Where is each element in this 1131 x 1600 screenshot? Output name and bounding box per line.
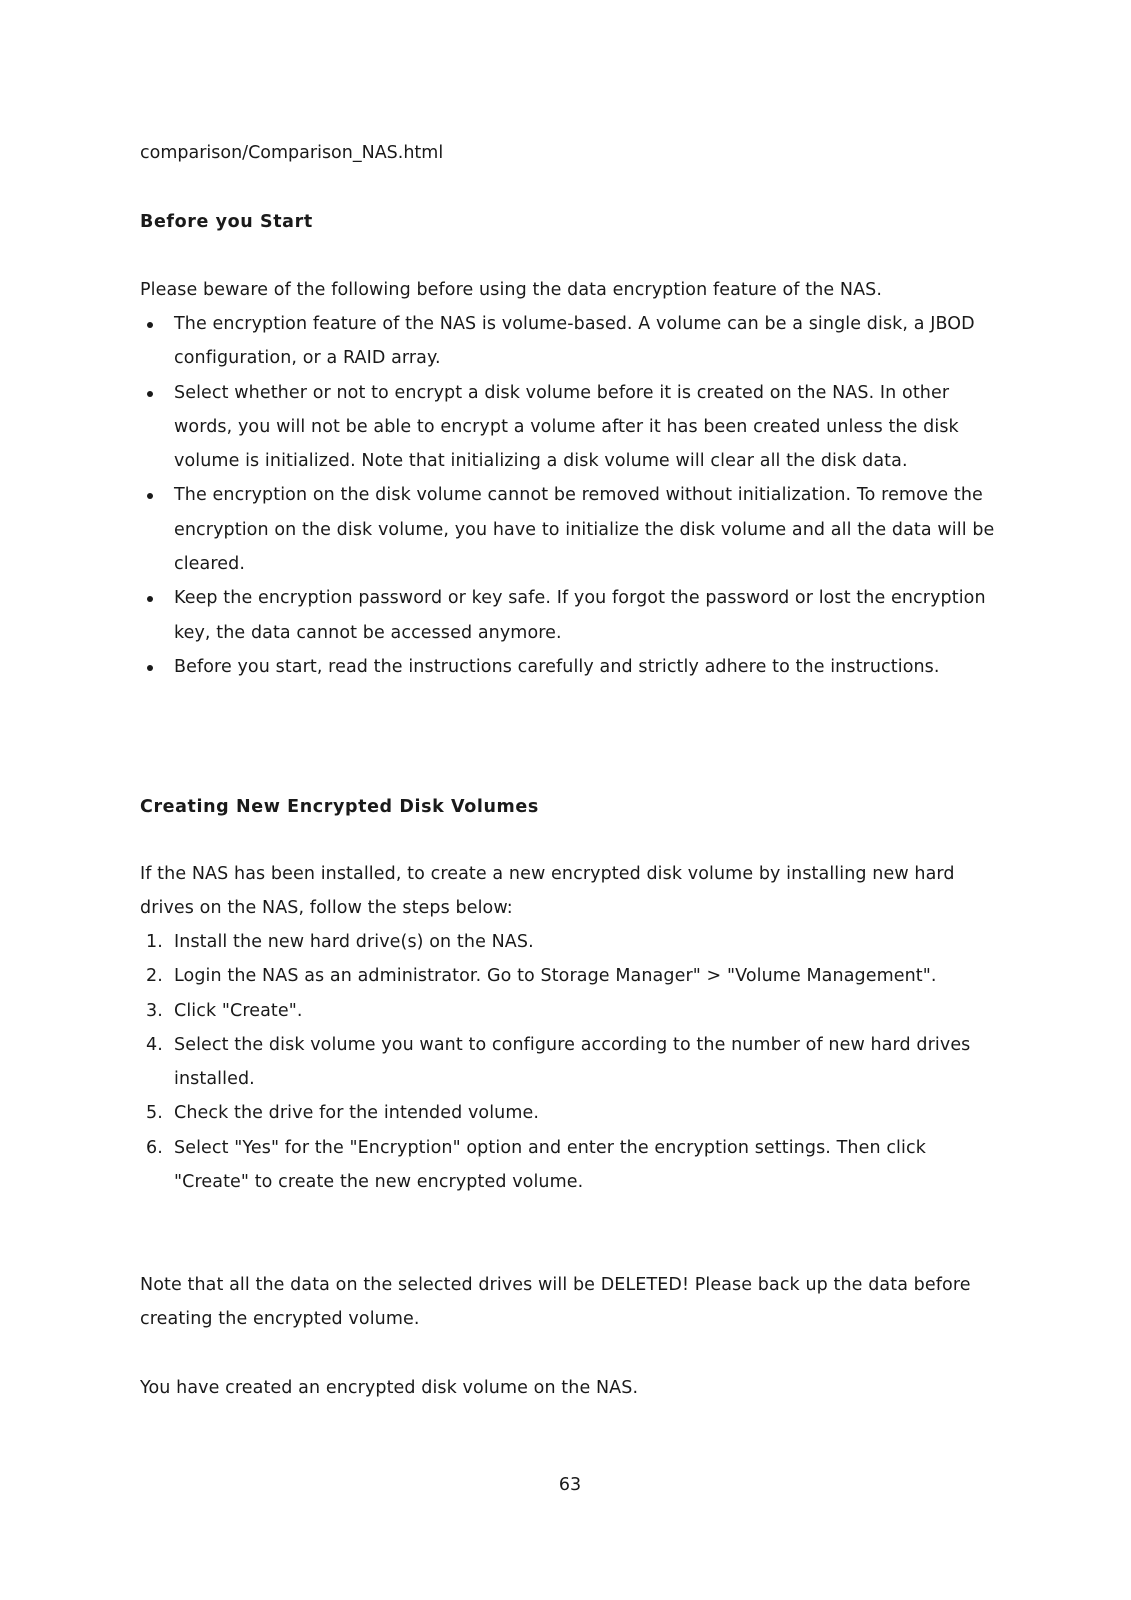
- completion-text: You have created an encrypted disk volume on the NAS.: [140, 1378, 639, 1398]
- page-number: 63: [558, 1475, 582, 1495]
- intro-text: Please beware of the following before using the data encryption feature of the NAS.: [140, 280, 883, 300]
- list-item: [140, 581, 1000, 650]
- heading-creating-encrypted-volumes: Creating New Encrypted Disk Volumes: [140, 797, 539, 817]
- bullet-icon: [147, 493, 153, 499]
- url-line: comparison/Comparison_NAS.html: [140, 143, 444, 163]
- list-item-text: Before you start, read the instructions carefully and strictly adhere to the instructions.: [174, 656, 940, 677]
- document-page: [140, 0, 1000, 1600]
- step-number: 2.: [146, 966, 163, 987]
- step-text: Select the disk volume you want to configure according to the number of new hard drives installed.: [174, 1034, 971, 1090]
- step-text: Install the new hard drive(s) on the NAS.: [174, 932, 534, 952]
- step-item: [140, 1131, 1000, 1200]
- creating-intro-paragraph: [140, 857, 1000, 926]
- step-number: 5.: [146, 1103, 163, 1124]
- step-item: [140, 1028, 1000, 1097]
- warning-note-text: Note that all the data on the selected drives will be DELETED! Please back up the data before creating the encrypted volume.: [140, 1275, 971, 1330]
- step-text: Check the drive for the intended volume.: [174, 1103, 540, 1124]
- list-item-text: Select whether or not to encrypt a disk volume before it is created on the NAS. In other words, you will not be able to encrypt a volume after it has been created unless the disk volume is initialized. Note that initializing a disk volume will clear all the disk data.: [174, 382, 959, 472]
- step-item: [140, 959, 1000, 993]
- list-item-text: The encryption feature of the NAS is volume-based. A volume can be a single disk, a JBOD configuration, or a RAID array.: [174, 314, 975, 369]
- precautions-list: [140, 307, 1000, 684]
- step-number: 4.: [146, 1034, 163, 1055]
- intro-paragraph: [140, 273, 1000, 307]
- bullet-icon: [147, 322, 153, 328]
- completion-paragraph: [140, 1371, 1000, 1405]
- step-text: Select "Yes" for the "Encryption" option and enter the encryption settings. Then click "Create" to create the new encrypted volume.: [174, 1137, 926, 1193]
- list-item: [140, 650, 1000, 684]
- list-item: [140, 376, 1000, 479]
- list-item: [140, 478, 1000, 581]
- step-item: [140, 994, 1000, 1028]
- step-number: 1.: [146, 932, 163, 952]
- list-item-text: Keep the encryption password or key safe. If you forgot the password or lost the encryption key, the data cannot be accessed anymore.: [174, 588, 986, 643]
- bullet-icon: [147, 596, 153, 602]
- step-item: [140, 1096, 1000, 1130]
- warning-note-paragraph: [140, 1268, 1000, 1337]
- list-item: [140, 307, 1000, 376]
- step-number: 6.: [146, 1137, 163, 1158]
- heading-before-you-start: Before you Start: [140, 212, 313, 232]
- step-item: [140, 925, 1000, 959]
- bullet-icon: [147, 391, 153, 397]
- list-item-text: The encryption on the disk volume cannot be removed without initialization. To remove the encryption on the disk volume, you have to initialize the disk volume and all the data will be cleared.: [174, 485, 995, 575]
- step-text: Click "Create".: [174, 1000, 303, 1021]
- step-number: 3.: [146, 1000, 163, 1021]
- steps-list: [140, 925, 1000, 1199]
- bullet-icon: [147, 665, 153, 671]
- step-text: Login the NAS as an administrator. Go to Storage Manager" > "Volume Management".: [174, 966, 937, 987]
- creating-intro-text: If the NAS has been installed, to create a new encrypted disk volume by installing new hard drives on the NAS, follow the steps below:: [140, 864, 955, 919]
